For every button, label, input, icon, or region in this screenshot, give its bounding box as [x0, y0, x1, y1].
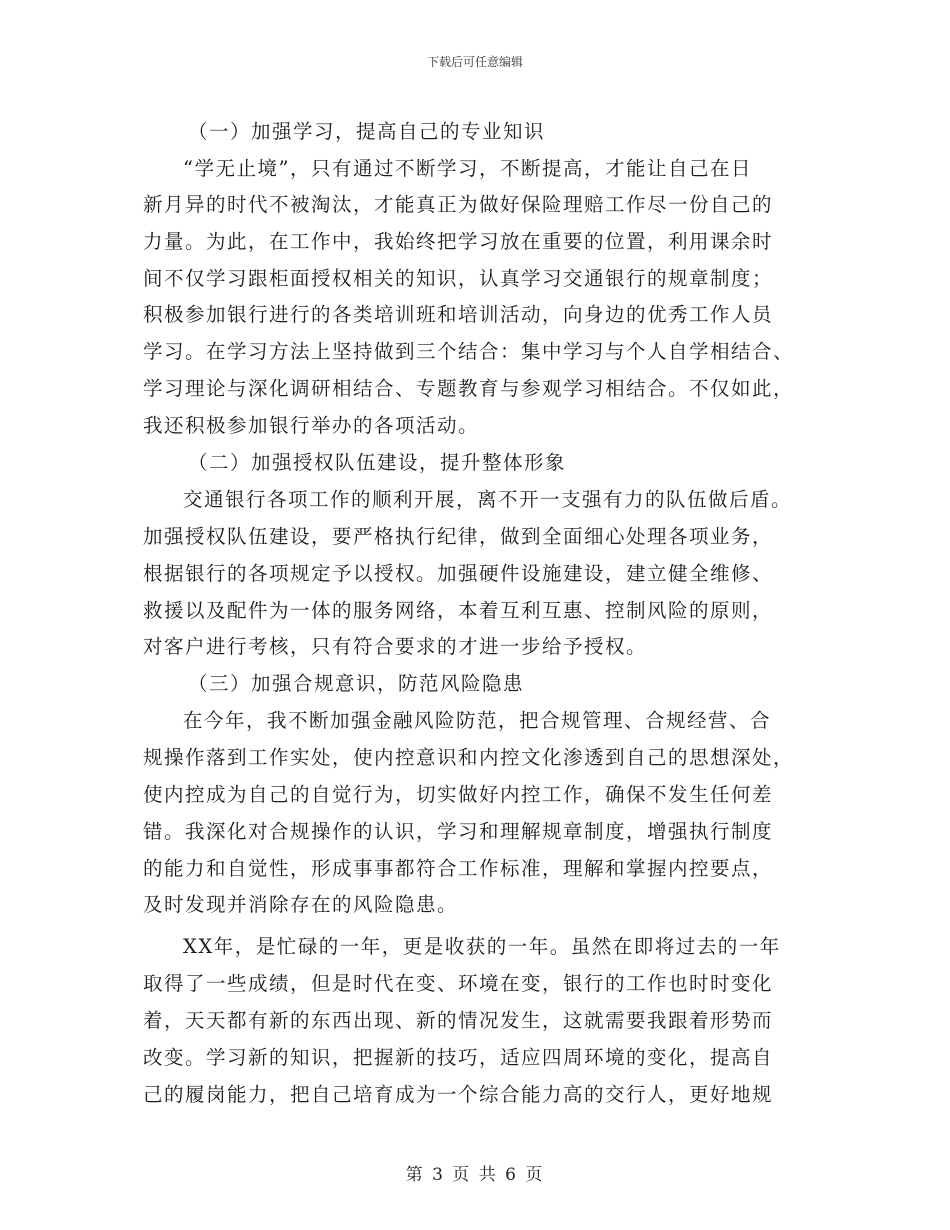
- text-line: 错。我深化对合规操作的认识，学习和理解规章制度，增强执行制度: [143, 820, 774, 843]
- text-line: 积极参加银行进行的各类培训班和培训活动，向身边的优秀工作人员: [143, 303, 774, 326]
- text-line: 改变。学习新的知识，把握新的技巧，适应四周环境的变化，提高自: [143, 1046, 774, 1069]
- text-line: 的能力和自觉性，形成事事都符合工作标准，理解和掌握内控要点，: [143, 857, 774, 880]
- text-line: 救援以及配件为一体的服务网络，本着互利互惠、控制风险的原则，: [143, 599, 774, 622]
- text-line: 我还积极参加银行举办的各项活动。: [143, 414, 480, 437]
- text-line: 力量。为此，在工作中，我始终把学习放在重要的位置，利用课余时: [143, 230, 774, 253]
- text-line: 及时发现并消除存在的风险隐患。: [143, 893, 459, 916]
- text-line: 加强授权队伍建设，要严格执行纪律，做到全面细心处理各项业务，: [143, 525, 774, 548]
- text-line: 使内控成为自己的自觉行为，切实做好内控工作，确保不发生任何差: [143, 783, 774, 806]
- text-line: 间不仅学习跟柜面授权相关的知识，认真学习交通银行的规章制度；: [143, 267, 774, 290]
- text-line: 交通银行各项工作的顺利开展，离不开一支强有力的队伍做后盾。: [183, 488, 793, 511]
- text-line: 对客户进行考核，只有符合要求的才进一步给予授权。: [143, 635, 648, 658]
- section-heading: （三）加强合规意识，防范风险隐患: [188, 672, 525, 695]
- text-line: 在今年，我不断加强金融风险防范，把合规管理、合规经营、合: [183, 709, 772, 732]
- text-line: 取得了一些成绩，但是时代在变、环境在变，银行的工作也时时变化: [143, 972, 774, 995]
- page-footer: 第 3 页 共 6 页: [405, 1165, 545, 1185]
- text-line: 规操作落到工作实处，使内控意识和内控文化渗透到自己的思想深处，: [143, 746, 795, 769]
- section-heading: （二）加强授权队伍建设，提升整体形象: [188, 451, 567, 474]
- section-heading: （一）加强学习，提高自己的专业知识: [188, 120, 546, 143]
- text-line: 己的履岗能力，把自己培育成为一个综合能力高的交行人，更好地规: [143, 1083, 774, 1106]
- text-line: 新月异的时代不被淘汰，才能真正为做好保险理赔工作尽一份自己的: [143, 193, 774, 216]
- text-line: “学无止境”，只有通过不断学习，不断提高，才能让自己在日: [183, 157, 752, 180]
- text-line: 学习。在学习方法上坚持做到三个结合：集中学习与个人自学相结合、: [143, 340, 795, 363]
- page-header: 下载后可任意编辑: [426, 55, 523, 69]
- text-line: 根据银行的各项规定予以授权。加强硬件设施建设，建立健全维修、: [143, 562, 774, 585]
- text-line: 着，天天都有新的东西出现、新的情况发生，这就需要我跟着形势而: [143, 1009, 774, 1032]
- text-line: XX年，是忙碌的一年，更是收获的一年。虽然在即将过去的一年: [183, 935, 781, 958]
- text-line: 学习理论与深化调研相结合、专题教育与参观学习相结合。不仅如此，: [143, 377, 795, 400]
